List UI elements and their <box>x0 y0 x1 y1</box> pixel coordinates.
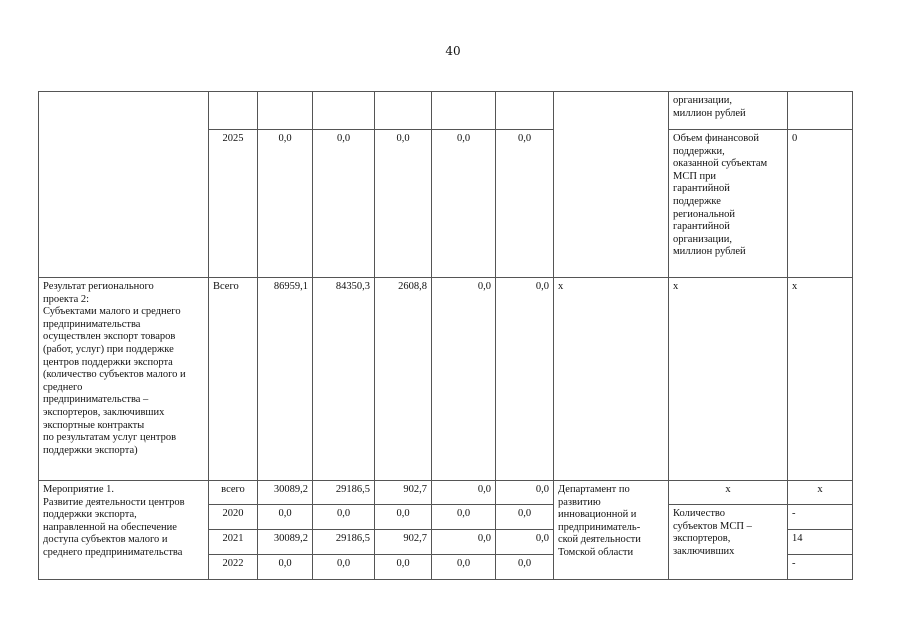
table-row <box>39 92 853 130</box>
cell-value: - <box>788 505 853 530</box>
cell-local: 0,0 <box>432 530 496 555</box>
cell-regional: 0,0 <box>375 505 432 530</box>
cell-indicator: х <box>669 481 788 505</box>
cell-federal: 29186,5 <box>313 530 375 555</box>
cell-year: 2021 <box>209 530 258 555</box>
cell-local: 0,0 <box>432 481 496 505</box>
cell-name <box>39 92 209 278</box>
cell-local: 0,0 <box>432 130 496 278</box>
cell-name: Мероприятие 1. Развитие деятельности центров поддержки экспорта, направленной на обеспечение доступа субъектов малого и среднего предпринимательства <box>39 481 209 580</box>
cell-total: 0,0 <box>258 130 313 278</box>
cell-total: 30089,2 <box>258 530 313 555</box>
cell-indicator: Количество субъектов МСП – экспортеров, заключивших <box>669 505 788 580</box>
cell-regional: 2608,8 <box>375 278 432 481</box>
cell-federal: 29186,5 <box>313 481 375 505</box>
cell-federal: 0,0 <box>313 555 375 580</box>
cell-federal: 84350,3 <box>313 278 375 481</box>
cell-regional: 0,0 <box>375 555 432 580</box>
cell-local: 0,0 <box>432 278 496 481</box>
cell-other: 0,0 <box>496 278 554 481</box>
cell-other: 0,0 <box>496 505 554 530</box>
cell-total: 86959,1 <box>258 278 313 481</box>
cell-other: 0,0 <box>496 555 554 580</box>
cell-period: всего <box>209 481 258 505</box>
cell-local: 0,0 <box>432 505 496 530</box>
cell-value: х <box>788 481 853 505</box>
cell-period: Всего <box>209 278 258 481</box>
cell-indicator: Объем финансовой поддержки, оказанной субъектам МСП при гарантийной поддержке региональной гарантийной организации, миллион рублей <box>669 130 788 278</box>
cell-name: Результат регионального проекта 2: Субъектами малого и среднего предпринимательства осуществлен экспорт товаров (работ, услуг) при поддержке центров поддержки экспорта (количество субъектов малого и среднего предпринимательства – экспортеров, заключивших экспортные контракты по результатам услуг центров поддержки экспорта) <box>39 278 209 481</box>
cell-other: 0,0 <box>496 481 554 505</box>
cell-regional: 902,7 <box>375 481 432 505</box>
cell-federal: 0,0 <box>313 130 375 278</box>
cell-total: 30089,2 <box>258 481 313 505</box>
cell-executor: Департамент по развитию инновационной и предприниматель- ской деятельности Томской области <box>554 481 669 580</box>
page-number: 40 <box>445 44 461 58</box>
cell-value: 0 <box>788 130 853 278</box>
cell-other: 0,0 <box>496 530 554 555</box>
table-row <box>39 481 853 505</box>
cell-regional: 0,0 <box>375 130 432 278</box>
cell-federal: 0,0 <box>313 505 375 530</box>
cell-value: х <box>788 278 853 481</box>
cell-other: 0,0 <box>496 130 554 278</box>
cell-value: 14 <box>788 530 853 555</box>
cell-regional: 902,7 <box>375 530 432 555</box>
cell-year: 2020 <box>209 505 258 530</box>
cell-executor <box>554 92 669 278</box>
budget-table <box>38 91 853 580</box>
cell-year: 2022 <box>209 555 258 580</box>
cell-total: 0,0 <box>258 555 313 580</box>
cell-year: 2025 <box>209 130 258 278</box>
cell-indicator: организации, миллион рублей <box>669 92 788 130</box>
cell-total: 0,0 <box>258 505 313 530</box>
cell-value: - <box>788 555 853 580</box>
table-row <box>39 278 853 481</box>
cell-executor: х <box>554 278 669 481</box>
cell-local: 0,0 <box>432 555 496 580</box>
cell-indicator: х <box>669 278 788 481</box>
